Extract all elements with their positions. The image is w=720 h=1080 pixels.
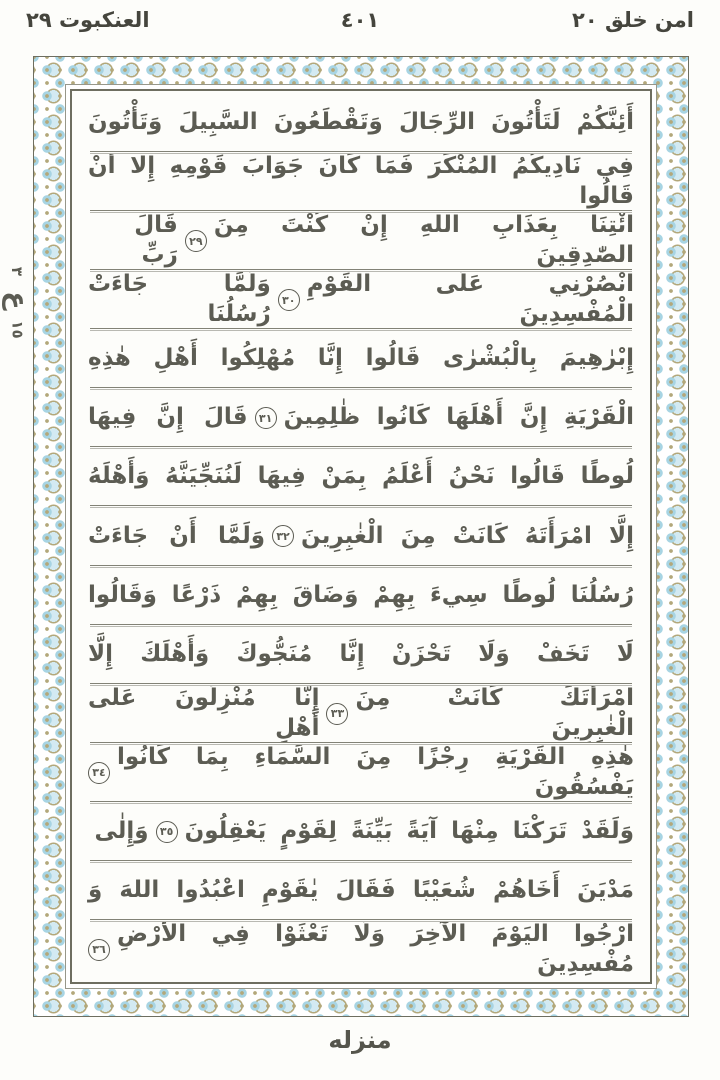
ayah-text: قَالَ رَبِّ	[134, 213, 178, 269]
ayah-text: هٰذِهِ الْقَرْيَةِ رِجْزًا مِنَ السَّمَاءِ بِمَا كَانُوا يَفْسُقُونَ	[117, 744, 634, 800]
text-panel	[70, 89, 652, 984]
quran-line-14	[82, 863, 640, 919]
quran-line-3	[82, 213, 640, 269]
quran-line-9	[82, 568, 640, 624]
quran-line-7	[82, 449, 640, 505]
verse-number-badge: ٣٦	[88, 939, 110, 961]
ayah-text: إِبْرٰهِيمَ بِالْبُشْرٰى قَالُوا إِنَّا مُهْلِكُوا أَهْلِ هٰذِهِ	[88, 345, 634, 372]
ayah-text: إِنَّا مُنْزِلُونَ عَلٰى أَهْلِ	[88, 685, 320, 741]
page-header	[0, 4, 720, 32]
ayah-text: لَا تَخَفْ وَلَا تَحْزَنْ إِنَّا مُنَجُّوكَ وَأَهْلَكَ إِلَّا	[88, 640, 634, 667]
quran-line-8	[82, 508, 640, 564]
ayah-text: انْصُرْنِي عَلَى الْقَوْمِ الْمُفْسِدِينَ	[306, 272, 634, 328]
catchword: منزله	[328, 1026, 392, 1054]
quran-line-4	[82, 272, 640, 328]
ayah-text: رُسُلُنَا لُوطًا سِيءَ بِهِمْ وَضَاقَ بِهِمْ ذَرْعًا وَقَالُوا	[88, 581, 634, 608]
quran-line-1	[82, 95, 640, 151]
ayah-text: وَلَقَدْ تَرَكْنَا مِنْهَا آيَةً بَيِّنَةً لِقَوْمٍ يَعْقِلُونَ	[184, 817, 634, 844]
juz-label: امن خلق ٢٠	[572, 8, 694, 32]
verse-number-badge: ٣٤	[88, 762, 110, 784]
verse-number-badge: ٣٠	[278, 289, 300, 311]
ruku-count-top: ٣	[8, 266, 27, 277]
ayah-text: فِي نَادِيكُمُ الْمُنْكَرَ فَمَا كَانَ جَوَابَ قَوْمِهِ إِلَّا أَنْ قَالُوا	[88, 154, 634, 210]
ayah-text: أَئِنَّكُمْ لَتَأْتُونَ الرِّجَالَ وَتَقْطَعُونَ السَّبِيلَ وَتَأْتُونَ	[88, 109, 634, 136]
quran-line-13	[82, 804, 640, 860]
surah-label: العنكبوت ٢٩	[26, 8, 150, 32]
ayah-text: مَدْيَنَ أَخَاهُمْ شُعَيْبًا فَقَالَ يٰقَوْمِ اعْبُدُوا اللهَ وَ	[88, 876, 634, 903]
quran-line-6	[82, 390, 640, 446]
verse-number-badge: ٢٩	[185, 230, 207, 252]
ayah-text: ائْتِنَا بِعَذَابِ اللهِ إِنْ كُنْتَ مِنَ الصّٰدِقِينَ	[213, 213, 634, 269]
quran-line-5	[82, 331, 640, 387]
quran-line-12	[82, 745, 640, 801]
ruku-marker	[2, 264, 32, 337]
ruku-count-bottom: ١٥	[8, 320, 27, 339]
ayah-text: وَلَمَّا جَاءَتْ رُسُلُنَا	[88, 272, 271, 328]
ain-ruku-symbol: ع	[1, 291, 33, 310]
ayah-text: لُوطًا قَالُوا نَحْنُ أَعْلَمُ بِمَنْ فِيهَا لَنُنَجِّيَنَّهُ وَأَهْلَهُ	[88, 463, 634, 490]
ayah-text: وَإِلٰى	[94, 817, 149, 844]
ayah-text: وَلَمَّا أَنْ جَاءَتْ	[87, 522, 266, 549]
page-number: ٤٠١	[340, 8, 380, 32]
verse-number-badge: ٣١	[255, 407, 277, 429]
ayah-text: ارْجُوا الْيَوْمَ الْآخِرَ وَلَا تَعْثَوْا فِي الْأَرْضِ مُفْسِدِينَ	[117, 921, 634, 977]
ayah-text: امْرَأَتَكَ كَانَتْ مِنَ الْغٰبِرِينَ	[355, 685, 634, 741]
quran-line-10	[82, 627, 640, 683]
quran-line-15	[82, 922, 640, 978]
verse-number-badge: ٣٢	[272, 525, 294, 547]
ayah-text: الْقَرْيَةِ إِنَّ أَهْلَهَا كَانُوا ظٰلِمِينَ	[283, 404, 634, 431]
verse-number-badge: ٣٣	[326, 703, 348, 725]
ayah-text: قَالَ إِنَّ فِيهَا	[87, 404, 248, 431]
ayah-text: إِلَّا امْرَأَتَهُ كَانَتْ مِنَ الْغٰبِرِينَ	[301, 522, 634, 549]
quran-line-2	[82, 154, 640, 210]
quran-line-11	[82, 686, 640, 742]
decorative-border-frame	[33, 56, 689, 1017]
verse-number-badge: ٣٥	[156, 821, 178, 843]
